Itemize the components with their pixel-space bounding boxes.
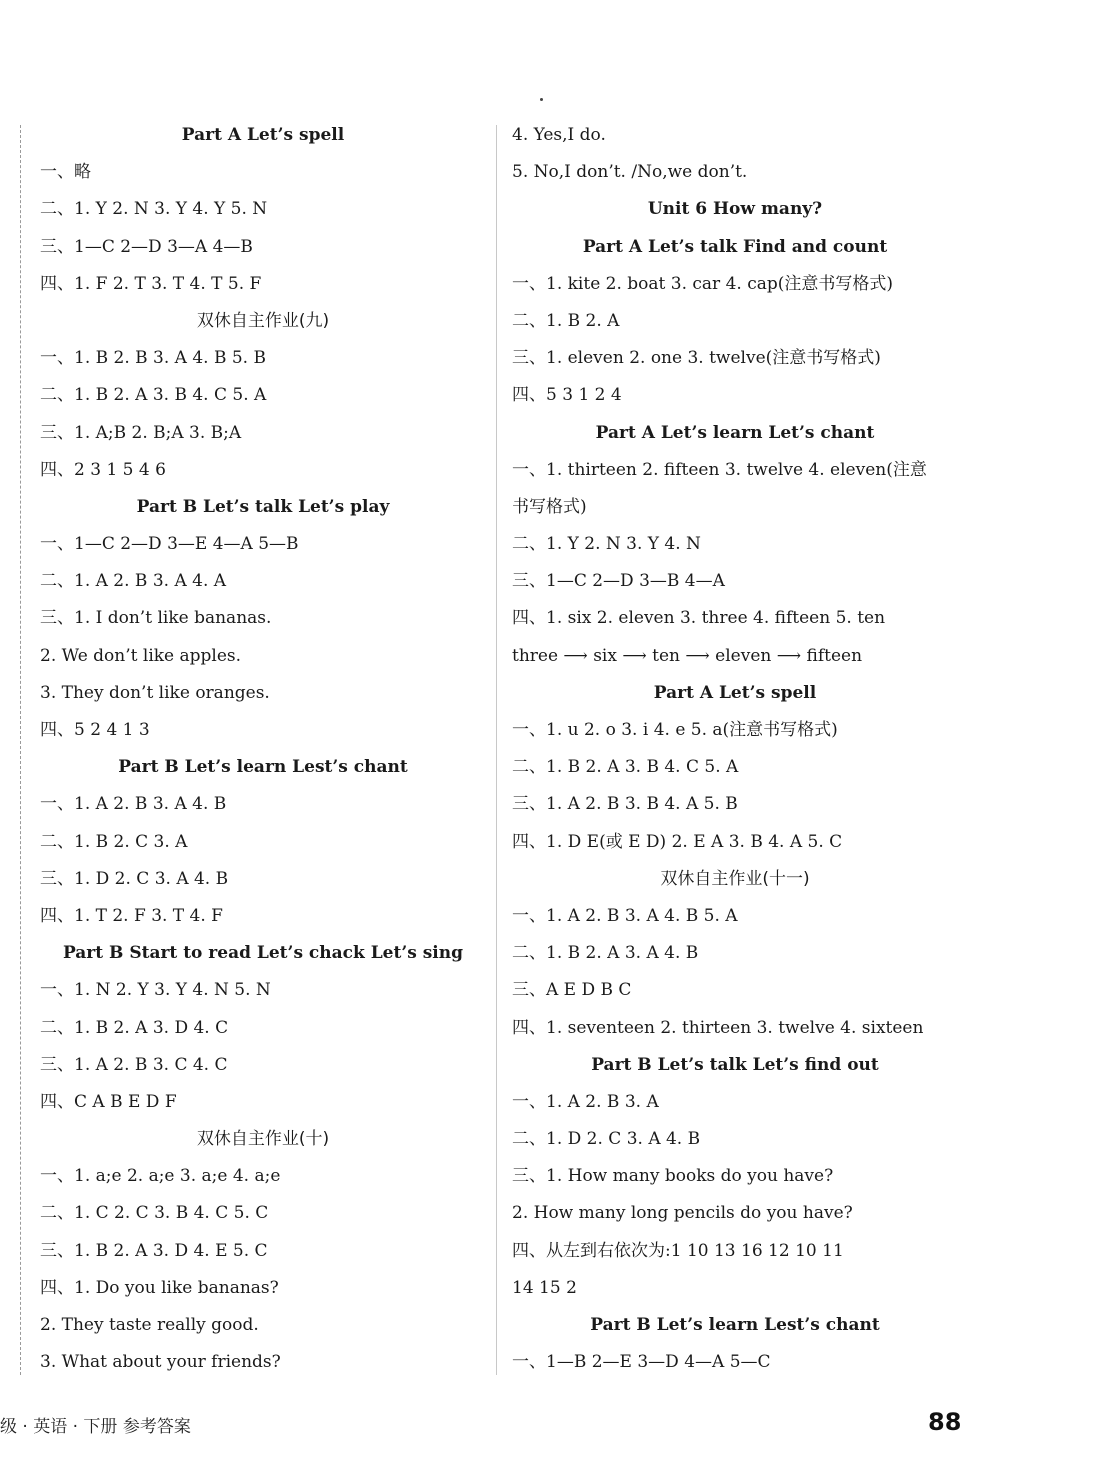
answer-line: 三、1. D 2. C 3. A 4. B [40,868,229,889]
answer-line: 三、1. How many books do you have? [512,1166,834,1187]
answer-line: 三、1—C 2—D 3—B 4—A [512,571,725,592]
section-heading: Part B Start to read Let’s chack Let’s sing [62,943,464,964]
answer-line: 三、1. A;B 2. B;A 3. B;A [40,422,242,443]
answer-line: 一、1. A 2. B 3. A 4. B 5. A [512,905,738,926]
answer-line: 四、5 2 4 1 3 [40,720,150,740]
section-heading: Part B Let’s learn Lest’s chant [118,757,408,778]
homework-heading: 双休自主作业(九) [196,310,330,331]
answer-line: 2. How many long pencils do you have? [512,1203,853,1224]
answer-line: 三、1. I don’t like bananas. [40,608,272,629]
answer-line: 一、1—B 2—E 3—D 4—A 5—C [512,1352,771,1373]
answer-line: 3. What about your friends? [40,1352,281,1373]
footer-label: 级 · 英语 · 下册 参考答案 [0,1417,191,1437]
answer-line: 四、C A B E D F [40,1091,177,1112]
answer-line: 二、1. B 2. A 3. D 4. C [40,1017,229,1038]
answer-line: 一、略 [40,162,91,183]
section-heading: Part A Let’s spell [181,125,345,145]
answer-line: 一、1. B 2. B 3. A 4. B 5. B [40,348,266,369]
answer-line: 4. Yes,I do. [512,125,606,145]
page-number: 88 [928,1408,962,1436]
answer-line: 一、1. thirteen 2. fifteen 3. twelve 4. eleven(注意 [512,459,927,480]
answer-line: 三、1—C 2—D 3—A 4—B [40,236,253,257]
answer-line: 一、1—C 2—D 3—E 4—A 5—B [40,534,299,555]
answer-line: 二、1. B 2. C 3. A [40,831,188,852]
answer-line: 三、A E D B C [512,980,632,1001]
answer-line: 四、1. Do you like bananas? [40,1277,279,1298]
answer-line: 三、1. A 2. B 3. C 4. C [40,1054,228,1075]
answer-line: 四、从左到右依次为:1 10 13 16 12 10 11 [512,1240,844,1261]
answer-line: 四、2 3 1 5 4 6 [40,459,166,480]
answer-line: 一、1. a;e 2. a;e 3. a;e 4. a;e [40,1166,281,1187]
section-heading: Part A Let’s spell [653,682,817,703]
answer-line: 四、1. D E(或 E D) 2. E A 3. B 4. A 5. C [512,831,843,852]
answer-line: 二、1. Y 2. N 3. Y 4. N [512,534,701,555]
column-divider [496,125,497,1375]
answer-line: 二、1. Y 2. N 3. Y 4. Y 5. N [40,199,268,220]
stray-mark [540,98,543,101]
answer-line: 四、5 3 1 2 4 [512,385,622,406]
answer-line: 四、1. six 2. eleven 3. three 4. fifteen 5. ten [512,608,886,629]
answer-line: 三、1. eleven 2. one 3. twelve(注意书写格式) [512,348,881,369]
answer-line: 2. We don’t like apples. [40,645,242,666]
answer-line: 二、1. D 2. C 3. A 4. B [512,1129,701,1150]
answer-line: 二、1. B 2. A 3. B 4. C 5. A [40,385,267,406]
section-heading: Part A Let’s talk Find and count [582,236,888,257]
section-heading: Part B Let’s talk Let’s find out [591,1054,879,1075]
answer-line: 一、1. u 2. o 3. i 4. e 5. a(注意书写格式) [512,720,838,740]
answer-line: 一、1. kite 2. boat 3. car 4. cap(注意书写格式) [512,273,894,294]
section-heading: Part B Let’s learn Lest’s chant [590,1315,880,1335]
answer-line: 2. They taste really good. [40,1315,259,1335]
left-column [38,117,488,1381]
answer-line: 四、1. F 2. T 3. T 4. T 5. F [40,273,262,294]
answer-line: 5. No,I don’t. /No,we don’t. [512,162,748,183]
homework-heading: 双休自主作业(十) [196,1129,330,1150]
left-margin-rule [20,125,21,1375]
answer-line: 3. They don’t like oranges. [40,682,270,703]
answer-line: 二、1. B 2. A 3. B 4. C 5. A [512,757,739,778]
section-heading: Part A Let’s learn Let’s chant [595,422,875,443]
right-column [510,117,960,1381]
answer-line: 二、1. B 2. A 3. A 4. B [512,943,699,964]
section-heading: Unit 6 How many? [647,199,823,220]
section-heading: Part B Let’s talk Let’s play [136,496,390,517]
homework-heading: 双休自主作业(十一) [660,868,810,889]
answer-line: 三、1. A 2. B 3. B 4. A 5. B [512,794,738,815]
answer-line: 四、1. T 2. F 3. T 4. F [40,905,223,926]
answer-line: three ⟶ six ⟶ ten ⟶ eleven ⟶ fifteen [512,645,863,666]
answer-line: 二、1. A 2. B 3. A 4. A [40,571,227,592]
answer-line: 二、1. B 2. A [512,310,620,331]
answer-line: 三、1. B 2. A 3. D 4. E 5. C [40,1240,268,1261]
answer-line: 四、1. seventeen 2. thirteen 3. twelve 4. sixteen [512,1017,924,1038]
answer-line: 14 15 2 [512,1277,577,1298]
answer-line: 一、1. N 2. Y 3. Y 4. N 5. N [40,980,271,1001]
answer-line: 一、1. A 2. B 3. A 4. B [40,794,227,815]
answer-line: 书写格式) [512,496,587,517]
answer-line: 一、1. A 2. B 3. A [512,1091,659,1112]
answer-line: 二、1. C 2. C 3. B 4. C 5. C [40,1203,269,1224]
